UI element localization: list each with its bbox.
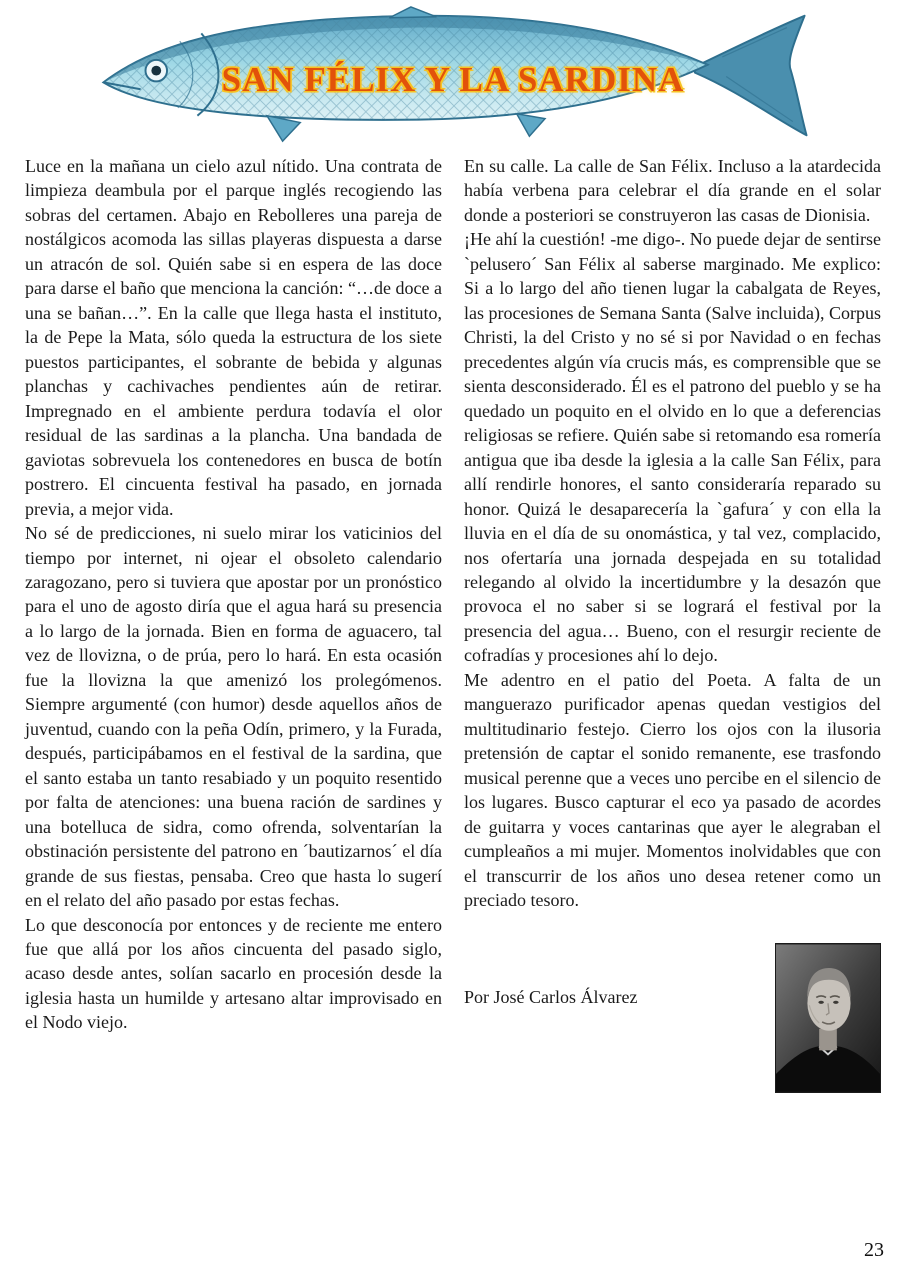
- article-paragraph: No sé de predicciones, ni suelo mirar los vaticinios del tiempo por internet, ni ojear el obsoleto calendario zaragozano, pero si tuviera que apostar por un pronóstico para el uno de agosto diría que el agua hará su presencia a lo largo de la jornada. Bien en forma de aguacero, tal vez de llovizna, o de prúa, pero lo hará. En esta ocasión fue la llovizna la que amenizó los prolegómenos. Siempre argumenté (con humor) desde aquellos años de juventud, cuando con la peña Odín, primero, y la Furada, después, participábamos en el festival de la sardina, que el santo estaba un tanto resabiado y un poquito resentido por falta de atenciones: una buena ración de sardines y una botelluca de sidra, como ofrenda, solventarían la obstinación persistente del patrono en ´bautizarnos´ el día grande de sus fiestas, pensaba. Creo que hasta lo sugerí en el relato del año pasado por estas fechas.: [25, 523, 442, 911]
- article-paragraph: Luce en la mañana un cielo azul nítido. Una contrata de limpieza deambula por el parque inglés recogiendo las sobras del certamen. Abajo en Rebolleres una pareja de nostálgicos acomoda las sillas playeras dispuesta a darse un atracón de sol. Quién sabe si en espera de las doce para darse el baño que menciona la canción: “…de doce a una se bañan…”. En la calle que llega hasta el instituto, la de Pepe la Mata, sólo queda la estructura de los siete puestos participantes, el sobrante de bebida y algunas planchas y cachivaches pendientes aún de retirar. Impregnado en el ambiente perdura todavía el olor residual de las sardinas a la plancha. Una bandada de gaviotas sobrevuela los contenedores en busca de botín postrero. El cincuenta festival ha pasado, en jornada previa, a mejor vida.: [25, 156, 442, 519]
- byline-row: [464, 943, 881, 1093]
- right-column: [464, 154, 881, 1093]
- page-title: SAN FÉLIX Y LA SARDINA: [221, 60, 685, 99]
- page-header: [0, 0, 906, 150]
- article-body: [0, 150, 906, 1093]
- author-byline: Por José Carlos Álvarez: [464, 986, 638, 1007]
- author-portrait-photo: [775, 943, 881, 1093]
- article-paragraph: ¡He ahí la cuestión! -me digo-. No puede dejar de sentirse `pelusero´ San Félix al saberse marginado. Me explico: Si a lo largo del año tienen lugar la cabalgata de Reyes, las procesiones de Semana Santa (Salve incluida), Corpus Christi, la del Cristo y no sé si por Navidad o en fechas precedentes algún vía crucis más, es comprensible que se sienta desconsiderado. Él es el patrono del pueblo y se ha quedado un poquito en el olvido en lo que a deferencias religiosas se refiere. Quién sabe si retomando esa romería antigua que iba desde la iglesia a la calle San Félix, para allí rendirle honores, el santo consideraría reparado su honor. Quizá le desaparecería la `gafura´ y con ella la lluvia en el día de su onomástica, y tal vez, complacido, nos ofertaría una jornada despejada en su totalidad relegando al olvido la incertidumbre y la desazón que provoca el no saber si se logrará el festival por la presencia del agua… Bueno, con el resurgir reciente de cofradías y procesiones ahí lo dejo.: [464, 229, 881, 666]
- left-column: [25, 154, 442, 1093]
- page-number: 23: [864, 1239, 884, 1261]
- author-portrait-svg: [776, 944, 880, 1092]
- article-paragraph: Me adentro en el patio del Poeta. A falta de un manguerazo purificador apenas quedan vestigios del multitudinario festejo. Cierro los ojos con la ilusoria pretensión de captar el sonido remanente, ese trasfondo musical perenne que a veces uno percibe en el silencio de los lugares. Busco capturar el eco ya pasado de acordes de guitarra y voces cantarinas que ayer le alegraban el cumpleaños a mi mujer. Momentos inolvidables que con el transcurrir de los años uno desea retener como un preciado tesoro.: [464, 669, 881, 911]
- article-paragraph: En su calle. La calle de San Félix. Incluso a la atardecida había verbena para celebrar el día grande en el solar donde a posteriori se construyeron las casas de Dionisia.: [464, 156, 881, 225]
- article-paragraph: Lo que desconocía por entonces y de reciente me entero fue que allá por los años cincuenta del pasado siglo, acaso desde antes, solían sacarlo en procesión desde la iglesia hasta un humilde y artesano altar improvisado en el Nodo viejo.: [25, 914, 442, 1033]
